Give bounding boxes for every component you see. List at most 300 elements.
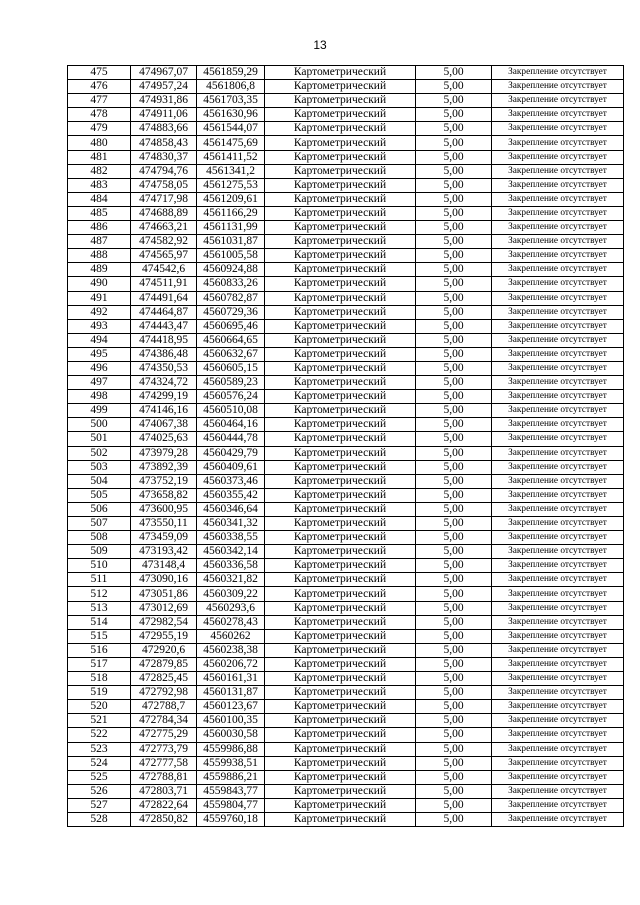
fixation-note-cell: Закрепление отсутствует [492, 136, 624, 150]
accuracy-cell: 5,00 [416, 517, 492, 531]
point-number-cell: 525 [68, 770, 131, 784]
method-cell: Картометрический [265, 235, 416, 249]
coordinates-table-body [68, 66, 624, 827]
fixation-note-cell: Закрепление отсутствует [492, 178, 624, 192]
table-row [68, 686, 624, 700]
coordinate-y-cell: 4560100,35 [197, 714, 265, 728]
point-number-cell: 514 [68, 615, 131, 629]
point-number-cell: 498 [68, 390, 131, 404]
coordinate-y-cell: 4560309,22 [197, 587, 265, 601]
accuracy-cell: 5,00 [416, 700, 492, 714]
accuracy-cell: 5,00 [416, 629, 492, 643]
fixation-note-cell: Закрепление отсутствует [492, 812, 624, 826]
fixation-note-cell: Закрепление отсутствует [492, 347, 624, 361]
fixation-note-cell: Закрепление отсутствует [492, 559, 624, 573]
method-cell: Картометрический [265, 249, 416, 263]
point-number-cell: 481 [68, 150, 131, 164]
table-row [68, 235, 624, 249]
point-number-cell: 523 [68, 742, 131, 756]
fixation-note-cell: Закрепление отсутствует [492, 206, 624, 220]
method-cell: Картометрический [265, 66, 416, 80]
point-number-cell: 478 [68, 108, 131, 122]
method-cell: Картометрический [265, 502, 416, 516]
coordinate-y-cell: 4559760,18 [197, 812, 265, 826]
coordinate-x-cell: 474491,64 [131, 291, 197, 305]
fixation-note-cell: Закрепление отсутствует [492, 488, 624, 502]
point-number-cell: 511 [68, 573, 131, 587]
fixation-note-cell: Закрепление отсутствует [492, 798, 624, 812]
point-number-cell: 489 [68, 263, 131, 277]
coordinate-x-cell: 472784,34 [131, 714, 197, 728]
fixation-note-cell: Закрепление отсутствует [492, 446, 624, 460]
fixation-note-cell: Закрепление отсутствует [492, 418, 624, 432]
fixation-note-cell: Закрепление отсутствует [492, 474, 624, 488]
coordinate-y-cell: 4560429,79 [197, 446, 265, 460]
coordinate-y-cell: 4560030,58 [197, 728, 265, 742]
fixation-note-cell: Закрепление отсутствует [492, 376, 624, 390]
table-row [68, 756, 624, 770]
method-cell: Картометрический [265, 672, 416, 686]
fixation-note-cell: Закрепление отсутствует [492, 573, 624, 587]
fixation-note-cell: Закрепление отсутствует [492, 714, 624, 728]
coordinate-x-cell: 472773,79 [131, 742, 197, 756]
coordinates-table [67, 65, 624, 827]
accuracy-cell: 5,00 [416, 277, 492, 291]
fixation-note-cell: Закрепление отсутствует [492, 784, 624, 798]
coordinate-x-cell: 474911,06 [131, 108, 197, 122]
method-cell: Картометрический [265, 728, 416, 742]
coordinate-y-cell: 4561005,58 [197, 249, 265, 263]
fixation-note-cell: Закрепление отсутствует [492, 94, 624, 108]
coordinate-y-cell: 4560262 [197, 629, 265, 643]
coordinate-y-cell: 4560321,82 [197, 573, 265, 587]
coordinate-x-cell: 473090,16 [131, 573, 197, 587]
method-cell: Картометрический [265, 361, 416, 375]
method-cell: Картометрический [265, 601, 416, 615]
table-row [68, 502, 624, 516]
coordinate-y-cell: 4560293,6 [197, 601, 265, 615]
accuracy-cell: 5,00 [416, 474, 492, 488]
accuracy-cell: 5,00 [416, 80, 492, 94]
accuracy-cell: 5,00 [416, 122, 492, 136]
coordinate-x-cell: 473012,69 [131, 601, 197, 615]
accuracy-cell: 5,00 [416, 545, 492, 559]
accuracy-cell: 5,00 [416, 573, 492, 587]
point-number-cell: 479 [68, 122, 131, 136]
method-cell: Картометрический [265, 784, 416, 798]
table-row [68, 615, 624, 629]
method-cell: Картометрический [265, 150, 416, 164]
point-number-cell: 516 [68, 643, 131, 657]
point-number-cell: 502 [68, 446, 131, 460]
table-row [68, 728, 624, 742]
method-cell: Картометрический [265, 657, 416, 671]
accuracy-cell: 5,00 [416, 460, 492, 474]
fixation-note-cell: Закрепление отсутствует [492, 122, 624, 136]
point-number-cell: 524 [68, 756, 131, 770]
accuracy-cell: 5,00 [416, 192, 492, 206]
coordinate-x-cell: 474830,37 [131, 150, 197, 164]
point-number-cell: 501 [68, 432, 131, 446]
coordinate-x-cell: 472879,85 [131, 657, 197, 671]
fixation-note-cell: Закрепление отсутствует [492, 390, 624, 404]
accuracy-cell: 5,00 [416, 770, 492, 784]
table-row [68, 643, 624, 657]
method-cell: Картометрический [265, 178, 416, 192]
coordinate-y-cell: 4559886,21 [197, 770, 265, 784]
fixation-note-cell: Закрепление отсутствует [492, 277, 624, 291]
method-cell: Картометрический [265, 742, 416, 756]
point-number-cell: 503 [68, 460, 131, 474]
accuracy-cell: 5,00 [416, 756, 492, 770]
table-row [68, 784, 624, 798]
method-cell: Картометрический [265, 615, 416, 629]
table-row [68, 192, 624, 206]
method-cell: Картометрический [265, 474, 416, 488]
table-row [68, 559, 624, 573]
table-row [68, 714, 624, 728]
method-cell: Картометрический [265, 333, 416, 347]
method-cell: Картометрический [265, 488, 416, 502]
fixation-note-cell: Закрепление отсутствует [492, 587, 624, 601]
method-cell: Картометрический [265, 108, 416, 122]
coordinate-x-cell: 474464,87 [131, 305, 197, 319]
coordinate-y-cell: 4561475,69 [197, 136, 265, 150]
fixation-note-cell: Закрепление отсутствует [492, 249, 624, 263]
coordinate-x-cell: 474717,98 [131, 192, 197, 206]
coordinate-x-cell: 473550,11 [131, 517, 197, 531]
point-number-cell: 491 [68, 291, 131, 305]
fixation-note-cell: Закрепление отсутствует [492, 361, 624, 375]
coordinate-y-cell: 4561544,07 [197, 122, 265, 136]
coordinate-x-cell: 474967,07 [131, 66, 197, 80]
fixation-note-cell: Закрепление отсутствует [492, 192, 624, 206]
accuracy-cell: 5,00 [416, 319, 492, 333]
accuracy-cell: 5,00 [416, 615, 492, 629]
table-row [68, 446, 624, 460]
point-number-cell: 499 [68, 404, 131, 418]
table-row [68, 517, 624, 531]
point-number-cell: 518 [68, 672, 131, 686]
accuracy-cell: 5,00 [416, 333, 492, 347]
point-number-cell: 506 [68, 502, 131, 516]
accuracy-cell: 5,00 [416, 136, 492, 150]
point-number-cell: 480 [68, 136, 131, 150]
coordinate-y-cell: 4560510,08 [197, 404, 265, 418]
method-cell: Картометрический [265, 432, 416, 446]
accuracy-cell: 5,00 [416, 178, 492, 192]
method-cell: Картометрический [265, 347, 416, 361]
coordinate-x-cell: 472788,81 [131, 770, 197, 784]
coordinate-y-cell: 4560833,26 [197, 277, 265, 291]
point-number-cell: 510 [68, 559, 131, 573]
method-cell: Картометрический [265, 263, 416, 277]
point-number-cell: 486 [68, 221, 131, 235]
accuracy-cell: 5,00 [416, 714, 492, 728]
fixation-note-cell: Закрепление отсутствует [492, 531, 624, 545]
point-number-cell: 515 [68, 629, 131, 643]
coordinate-y-cell: 4560695,46 [197, 319, 265, 333]
fixation-note-cell: Закрепление отсутствует [492, 615, 624, 629]
table-row [68, 291, 624, 305]
coordinate-y-cell: 4560924,88 [197, 263, 265, 277]
method-cell: Картометрический [265, 136, 416, 150]
method-cell: Картометрический [265, 390, 416, 404]
point-number-cell: 488 [68, 249, 131, 263]
coordinate-y-cell: 4560664,65 [197, 333, 265, 347]
accuracy-cell: 5,00 [416, 235, 492, 249]
method-cell: Картометрический [265, 376, 416, 390]
table-row [68, 80, 624, 94]
fixation-note-cell: Закрепление отсутствует [492, 502, 624, 516]
accuracy-cell: 5,00 [416, 446, 492, 460]
point-number-cell: 493 [68, 319, 131, 333]
table-row [68, 305, 624, 319]
coordinate-y-cell: 4561209,61 [197, 192, 265, 206]
point-number-cell: 527 [68, 798, 131, 812]
coordinate-y-cell: 4560346,64 [197, 502, 265, 516]
method-cell: Картометрический [265, 291, 416, 305]
coordinate-x-cell: 474758,05 [131, 178, 197, 192]
method-cell: Картометрический [265, 206, 416, 220]
method-cell: Картометрический [265, 517, 416, 531]
fixation-note-cell: Закрепление отсутствует [492, 742, 624, 756]
fixation-note-cell: Закрепление отсутствует [492, 460, 624, 474]
coordinate-x-cell: 474511,91 [131, 277, 197, 291]
method-cell: Картометрический [265, 573, 416, 587]
coordinate-x-cell: 474025,63 [131, 432, 197, 446]
coordinate-x-cell: 472982,54 [131, 615, 197, 629]
coordinate-x-cell: 474858,43 [131, 136, 197, 150]
point-number-cell: 475 [68, 66, 131, 80]
method-cell: Картометрический [265, 221, 416, 235]
coordinate-x-cell: 474299,19 [131, 390, 197, 404]
point-number-cell: 505 [68, 488, 131, 502]
table-row [68, 150, 624, 164]
accuracy-cell: 5,00 [416, 361, 492, 375]
fixation-note-cell: Закрепление отсутствует [492, 686, 624, 700]
coordinate-y-cell: 4560123,67 [197, 700, 265, 714]
point-number-cell: 507 [68, 517, 131, 531]
coordinate-x-cell: 472788,7 [131, 700, 197, 714]
coordinate-y-cell: 4560576,24 [197, 390, 265, 404]
accuracy-cell: 5,00 [416, 263, 492, 277]
accuracy-cell: 5,00 [416, 742, 492, 756]
coordinate-y-cell: 4560632,67 [197, 347, 265, 361]
point-number-cell: 513 [68, 601, 131, 615]
table-row [68, 249, 624, 263]
accuracy-cell: 5,00 [416, 812, 492, 826]
method-cell: Картометрический [265, 545, 416, 559]
coordinate-y-cell: 4560782,87 [197, 291, 265, 305]
point-number-cell: 521 [68, 714, 131, 728]
coordinate-x-cell: 474324,72 [131, 376, 197, 390]
method-cell: Картометрический [265, 404, 416, 418]
table-row [68, 770, 624, 784]
accuracy-cell: 5,00 [416, 404, 492, 418]
point-number-cell: 497 [68, 376, 131, 390]
point-number-cell: 512 [68, 587, 131, 601]
point-number-cell: 484 [68, 192, 131, 206]
method-cell: Картометрический [265, 559, 416, 573]
table-row [68, 361, 624, 375]
coordinate-x-cell: 472822,64 [131, 798, 197, 812]
coordinate-x-cell: 474957,24 [131, 80, 197, 94]
fixation-note-cell: Закрепление отсутствует [492, 545, 624, 559]
accuracy-cell: 5,00 [416, 206, 492, 220]
fixation-note-cell: Закрепление отсутствует [492, 728, 624, 742]
coordinate-y-cell: 4561166,29 [197, 206, 265, 220]
point-number-cell: 485 [68, 206, 131, 220]
point-number-cell: 520 [68, 700, 131, 714]
coordinate-y-cell: 4560278,43 [197, 615, 265, 629]
point-number-cell: 496 [68, 361, 131, 375]
method-cell: Картометрический [265, 80, 416, 94]
accuracy-cell: 5,00 [416, 657, 492, 671]
table-row [68, 376, 624, 390]
method-cell: Картометрический [265, 812, 416, 826]
table-row [68, 531, 624, 545]
coordinate-x-cell: 473148,4 [131, 559, 197, 573]
point-number-cell: 508 [68, 531, 131, 545]
method-cell: Картометрический [265, 770, 416, 784]
coordinate-x-cell: 473459,09 [131, 531, 197, 545]
table-row [68, 221, 624, 235]
table-row [68, 178, 624, 192]
accuracy-cell: 5,00 [416, 221, 492, 235]
fixation-note-cell: Закрепление отсутствует [492, 221, 624, 235]
coordinate-x-cell: 474931,86 [131, 94, 197, 108]
coordinate-y-cell: 4560464,16 [197, 418, 265, 432]
point-number-cell: 494 [68, 333, 131, 347]
fixation-note-cell: Закрепление отсутствует [492, 657, 624, 671]
coordinate-x-cell: 474582,92 [131, 235, 197, 249]
method-cell: Картометрический [265, 277, 416, 291]
coordinate-x-cell: 474418,95 [131, 333, 197, 347]
coordinate-x-cell: 474443,47 [131, 319, 197, 333]
coordinate-y-cell: 4560605,15 [197, 361, 265, 375]
accuracy-cell: 5,00 [416, 305, 492, 319]
coordinate-x-cell: 473600,95 [131, 502, 197, 516]
fixation-note-cell: Закрепление отсутствует [492, 672, 624, 686]
point-number-cell: 504 [68, 474, 131, 488]
point-number-cell: 490 [68, 277, 131, 291]
table-row [68, 545, 624, 559]
table-row [68, 657, 624, 671]
coordinate-x-cell: 474146,16 [131, 404, 197, 418]
coordinate-y-cell: 4560341,32 [197, 517, 265, 531]
accuracy-cell: 5,00 [416, 291, 492, 305]
table-row [68, 277, 624, 291]
fixation-note-cell: Закрепление отсутствует [492, 756, 624, 770]
coordinate-y-cell: 4561131,99 [197, 221, 265, 235]
coordinate-x-cell: 472955,19 [131, 629, 197, 643]
table-row [68, 122, 624, 136]
fixation-note-cell: Закрепление отсутствует [492, 333, 624, 347]
coordinate-x-cell: 472775,29 [131, 728, 197, 742]
coordinate-y-cell: 4560444,78 [197, 432, 265, 446]
table-row [68, 460, 624, 474]
fixation-note-cell: Закрепление отсутствует [492, 700, 624, 714]
table-row [68, 319, 624, 333]
method-cell: Картометрический [265, 122, 416, 136]
table-row [68, 347, 624, 361]
method-cell: Картометрический [265, 587, 416, 601]
fixation-note-cell: Закрепление отсутствует [492, 601, 624, 615]
coordinate-y-cell: 4560729,36 [197, 305, 265, 319]
fixation-note-cell: Закрепление отсутствует [492, 150, 624, 164]
table-row [68, 672, 624, 686]
table-row [68, 700, 624, 714]
coordinate-y-cell: 4561275,53 [197, 178, 265, 192]
accuracy-cell: 5,00 [416, 432, 492, 446]
table-row [68, 601, 624, 615]
method-cell: Картометрический [265, 798, 416, 812]
table-row [68, 432, 624, 446]
accuracy-cell: 5,00 [416, 798, 492, 812]
coordinate-y-cell: 4561341,2 [197, 164, 265, 178]
coordinate-x-cell: 474688,89 [131, 206, 197, 220]
method-cell: Картометрический [265, 643, 416, 657]
accuracy-cell: 5,00 [416, 150, 492, 164]
point-number-cell: 492 [68, 305, 131, 319]
accuracy-cell: 5,00 [416, 672, 492, 686]
method-cell: Картометрический [265, 714, 416, 728]
coordinate-x-cell: 472792,98 [131, 686, 197, 700]
point-number-cell: 522 [68, 728, 131, 742]
table-row [68, 66, 624, 80]
fixation-note-cell: Закрепление отсутствует [492, 291, 624, 305]
coordinate-y-cell: 4560409,61 [197, 460, 265, 474]
fixation-note-cell: Закрепление отсутствует [492, 108, 624, 122]
coordinate-x-cell: 473051,86 [131, 587, 197, 601]
coordinate-x-cell: 473658,82 [131, 488, 197, 502]
method-cell: Картометрический [265, 94, 416, 108]
table-row [68, 108, 624, 122]
table-row [68, 94, 624, 108]
point-number-cell: 487 [68, 235, 131, 249]
table-row [68, 742, 624, 756]
table-row [68, 488, 624, 502]
point-number-cell: 495 [68, 347, 131, 361]
method-cell: Картометрический [265, 319, 416, 333]
coordinate-y-cell: 4560206,72 [197, 657, 265, 671]
point-number-cell: 526 [68, 784, 131, 798]
coordinate-x-cell: 474386,48 [131, 347, 197, 361]
accuracy-cell: 5,00 [416, 531, 492, 545]
point-number-cell: 476 [68, 80, 131, 94]
coordinate-y-cell: 4560342,14 [197, 545, 265, 559]
accuracy-cell: 5,00 [416, 390, 492, 404]
fixation-note-cell: Закрепление отсутствует [492, 164, 624, 178]
method-cell: Картометрический [265, 305, 416, 319]
table-row [68, 587, 624, 601]
coordinate-x-cell: 474350,53 [131, 361, 197, 375]
coordinate-y-cell: 4559986,88 [197, 742, 265, 756]
coordinate-y-cell: 4561703,35 [197, 94, 265, 108]
table-row [68, 136, 624, 150]
table-row [68, 474, 624, 488]
accuracy-cell: 5,00 [416, 108, 492, 122]
method-cell: Картометрический [265, 164, 416, 178]
page-number: 13 [313, 38, 327, 52]
coordinate-x-cell: 474542,6 [131, 263, 197, 277]
fixation-note-cell: Закрепление отсутствует [492, 517, 624, 531]
coordinate-y-cell: 4560355,42 [197, 488, 265, 502]
table-row [68, 404, 624, 418]
coordinate-x-cell: 472850,82 [131, 812, 197, 826]
coordinate-y-cell: 4560336,58 [197, 559, 265, 573]
